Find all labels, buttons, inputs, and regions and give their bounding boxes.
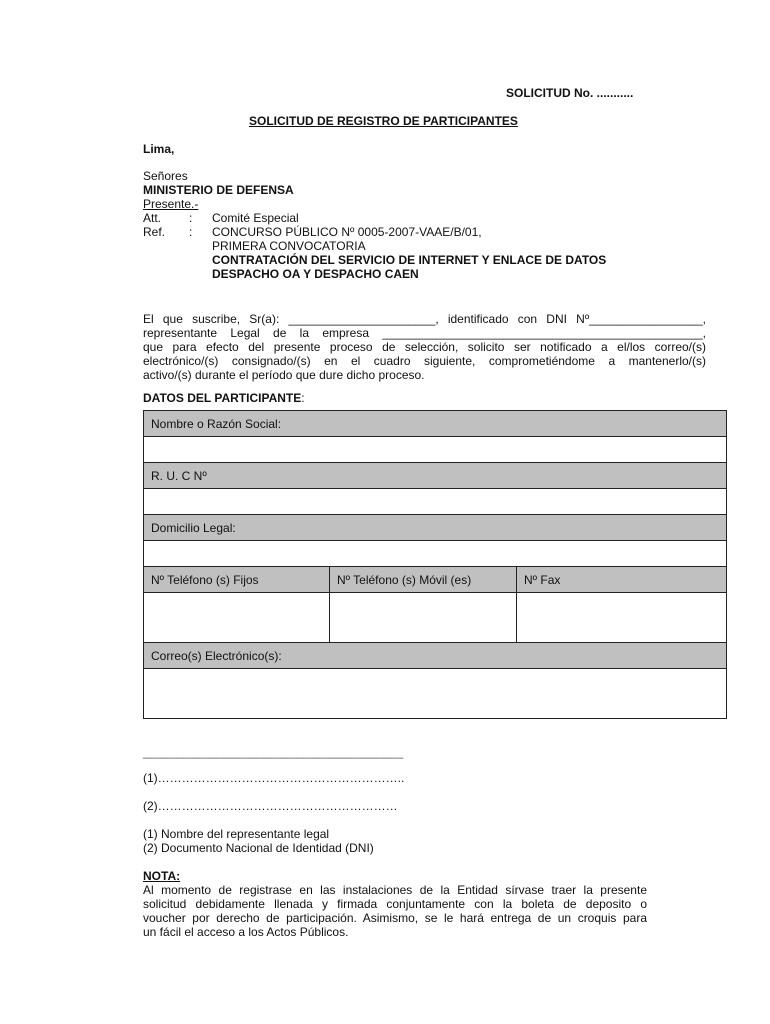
ruc-field[interactable] [144,489,727,515]
phone-fixed-label: Nº Teléfono (s) Fijos [144,567,330,593]
signature-field-2: (2)…………………………………………………… [143,799,398,813]
document-title: SOLICITUD DE REGISTRO DE PARTICIPANTES [249,114,518,128]
fax-field[interactable] [517,593,727,643]
section-title-text: DATOS DEL PARTICIPANTE [143,391,302,405]
body-line-2: representante Legal de la empresa ________________________________________________, [143,326,706,340]
nota-line-3: voucher por derecho de participación. Asimismo, se le hará entrega de un croquis para [143,911,647,925]
email-label: Correo(s) Electrónico(s): [144,643,727,669]
body-line-4: electrónico/(s) consignado/(s) en el cuadro siguiente, comprometiéndome a mantenerlo/(s) [143,354,706,368]
nota-line-2: solicitud debidamente llenada y firmada conjuntamente con la boleta de deposito o [143,897,647,911]
ruc-label: R. U. C Nº [144,463,727,489]
nota-line-4: un fácil el acceso a los Actos Públicos. [143,925,349,939]
name-label: Nombre o Razón Social: [144,411,727,437]
att-value: Comité Especial [212,211,299,225]
fax-label: Nº Fax [517,567,727,593]
ref-label: Ref. [143,225,166,239]
signature-line: _______________________________________ [143,745,404,759]
body-line-5: activo/(s) durante el período que dure dicho proceso. [143,368,425,382]
name-field[interactable] [144,437,727,463]
footnote-1: (1) Nombre del representante legal [143,827,330,841]
ref-line-3: CONTRATACIÓN DEL SERVICIO DE INTERNET Y ENLACE DE DATOS [212,253,607,267]
request-number: SOLICITUD No. ........... [506,86,634,100]
ref-separator: : [189,225,193,239]
nota-title: NOTA: [143,869,181,883]
phone-mobile-field[interactable] [330,593,517,643]
email-field[interactable] [144,669,727,719]
ref-line-1: CONCURSO PÚBLICO Nº 0005-2007-VAAE/B/01, [212,225,482,239]
section-title-colon: : [301,391,305,405]
phone-mobile-label: Nº Teléfono (s) Móvil (es) [330,567,517,593]
signature-field-1: (1)…………………………………………………….. [143,771,405,785]
address-label: Domicilio Legal: [144,515,727,541]
recipient-entity: MINISTERIO DE DEFENSA [143,183,294,197]
section-title [143,391,305,405]
ref-line-4: DESPACHO OA Y DESPACHO CAEN [212,267,419,281]
participant-form [143,410,727,719]
city-date: Lima, [143,142,175,156]
footnote-2: (2) Documento Nacional de Identidad (DNI) [143,841,374,855]
nota-line-1: Al momento de registrase en las instalaciones de la Entidad sírvase traer la presente [143,883,647,897]
ref-line-2: PRIMERA CONVOCATORIA [212,239,366,253]
att-separator: : [189,211,193,225]
presente-label: Presente.- [143,197,199,211]
att-label: Att. [143,211,162,225]
address-field[interactable] [144,541,727,567]
body-line-1: El que suscribe, Sr(a): ______________________, identificado con DNI Nº_________________, [143,312,706,326]
salutation: Señores [143,169,188,183]
phone-fixed-field[interactable] [144,593,330,643]
body-line-3: que para efecto del presente proceso de selección, solicito ser notificado a el/los correo/(s) [143,340,706,354]
